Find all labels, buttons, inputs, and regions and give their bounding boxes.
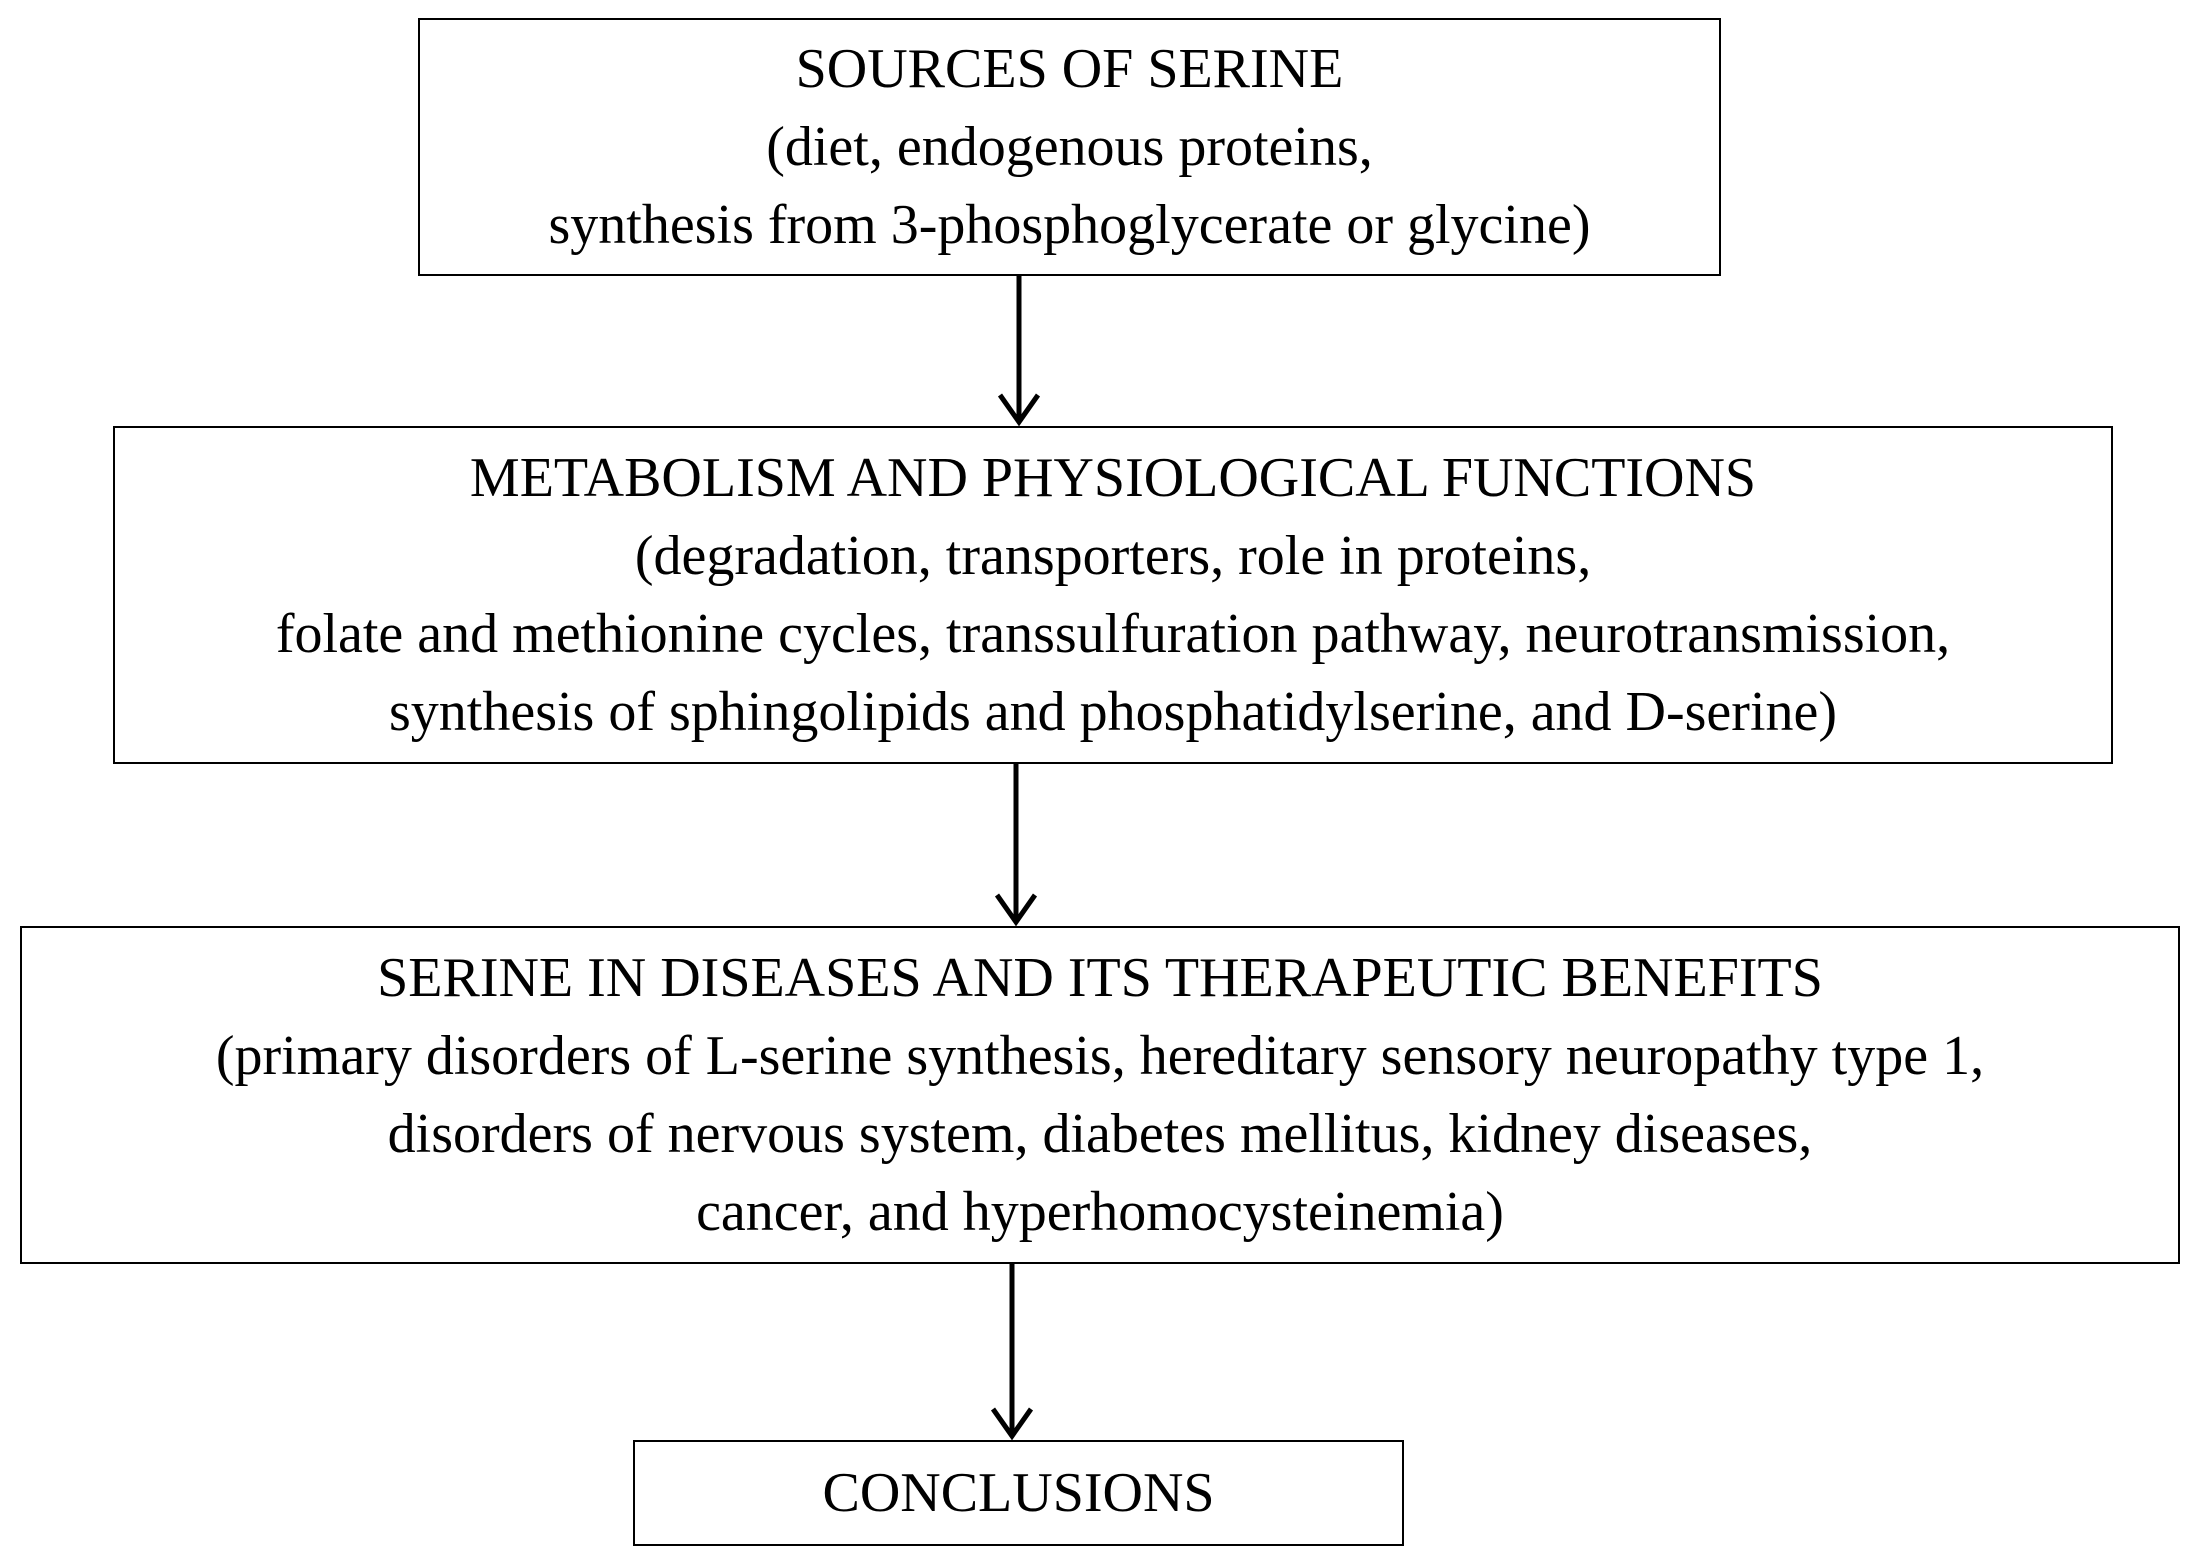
sources-detail-line: (diet, endogenous proteins,	[766, 116, 1373, 178]
diseases-detail-line: (primary disorders of L-serine synthesis, hereditary sensory neuropathy type 1,	[215, 1025, 1985, 1087]
arrow-sources-to-metabolism	[1000, 276, 1038, 422]
serine-diseases-box	[20, 926, 2180, 1264]
diseases-title: SERINE IN DISEASES AND ITS THERAPEUTIC BENEFITS	[377, 947, 1823, 1009]
conclusions-box	[633, 1440, 1404, 1546]
metabolism-functions-box	[113, 426, 2113, 764]
arrow-metabolism-to-diseases	[997, 764, 1035, 922]
metabolism-title: METABOLISM AND PHYSIOLOGICAL FUNCTIONS	[469, 447, 1757, 509]
metabolism-detail-line: synthesis of sphingolipids and phosphatidylserine, and D-serine)	[388, 681, 1837, 743]
sources-detail-line: synthesis from 3-phosphoglycerate or glycine)	[548, 194, 1591, 256]
diseases-detail-line: cancer, and hyperhomocysteinemia)	[696, 1181, 1504, 1243]
sources-title: SOURCES OF SERINE	[795, 38, 1344, 100]
diseases-detail-line: disorders of nervous system, diabetes mellitus, kidney diseases,	[387, 1103, 1813, 1165]
metabolism-detail-line: folate and methionine cycles, transsulfuration pathway, neurotransmission,	[275, 603, 1951, 665]
sources-of-serine-box	[418, 18, 1721, 276]
conclusions-title: CONCLUSIONS	[822, 1462, 1215, 1524]
arrow-diseases-to-conclusions	[993, 1264, 1031, 1436]
metabolism-detail-line: (degradation, transporters, role in proteins,	[634, 525, 1592, 587]
